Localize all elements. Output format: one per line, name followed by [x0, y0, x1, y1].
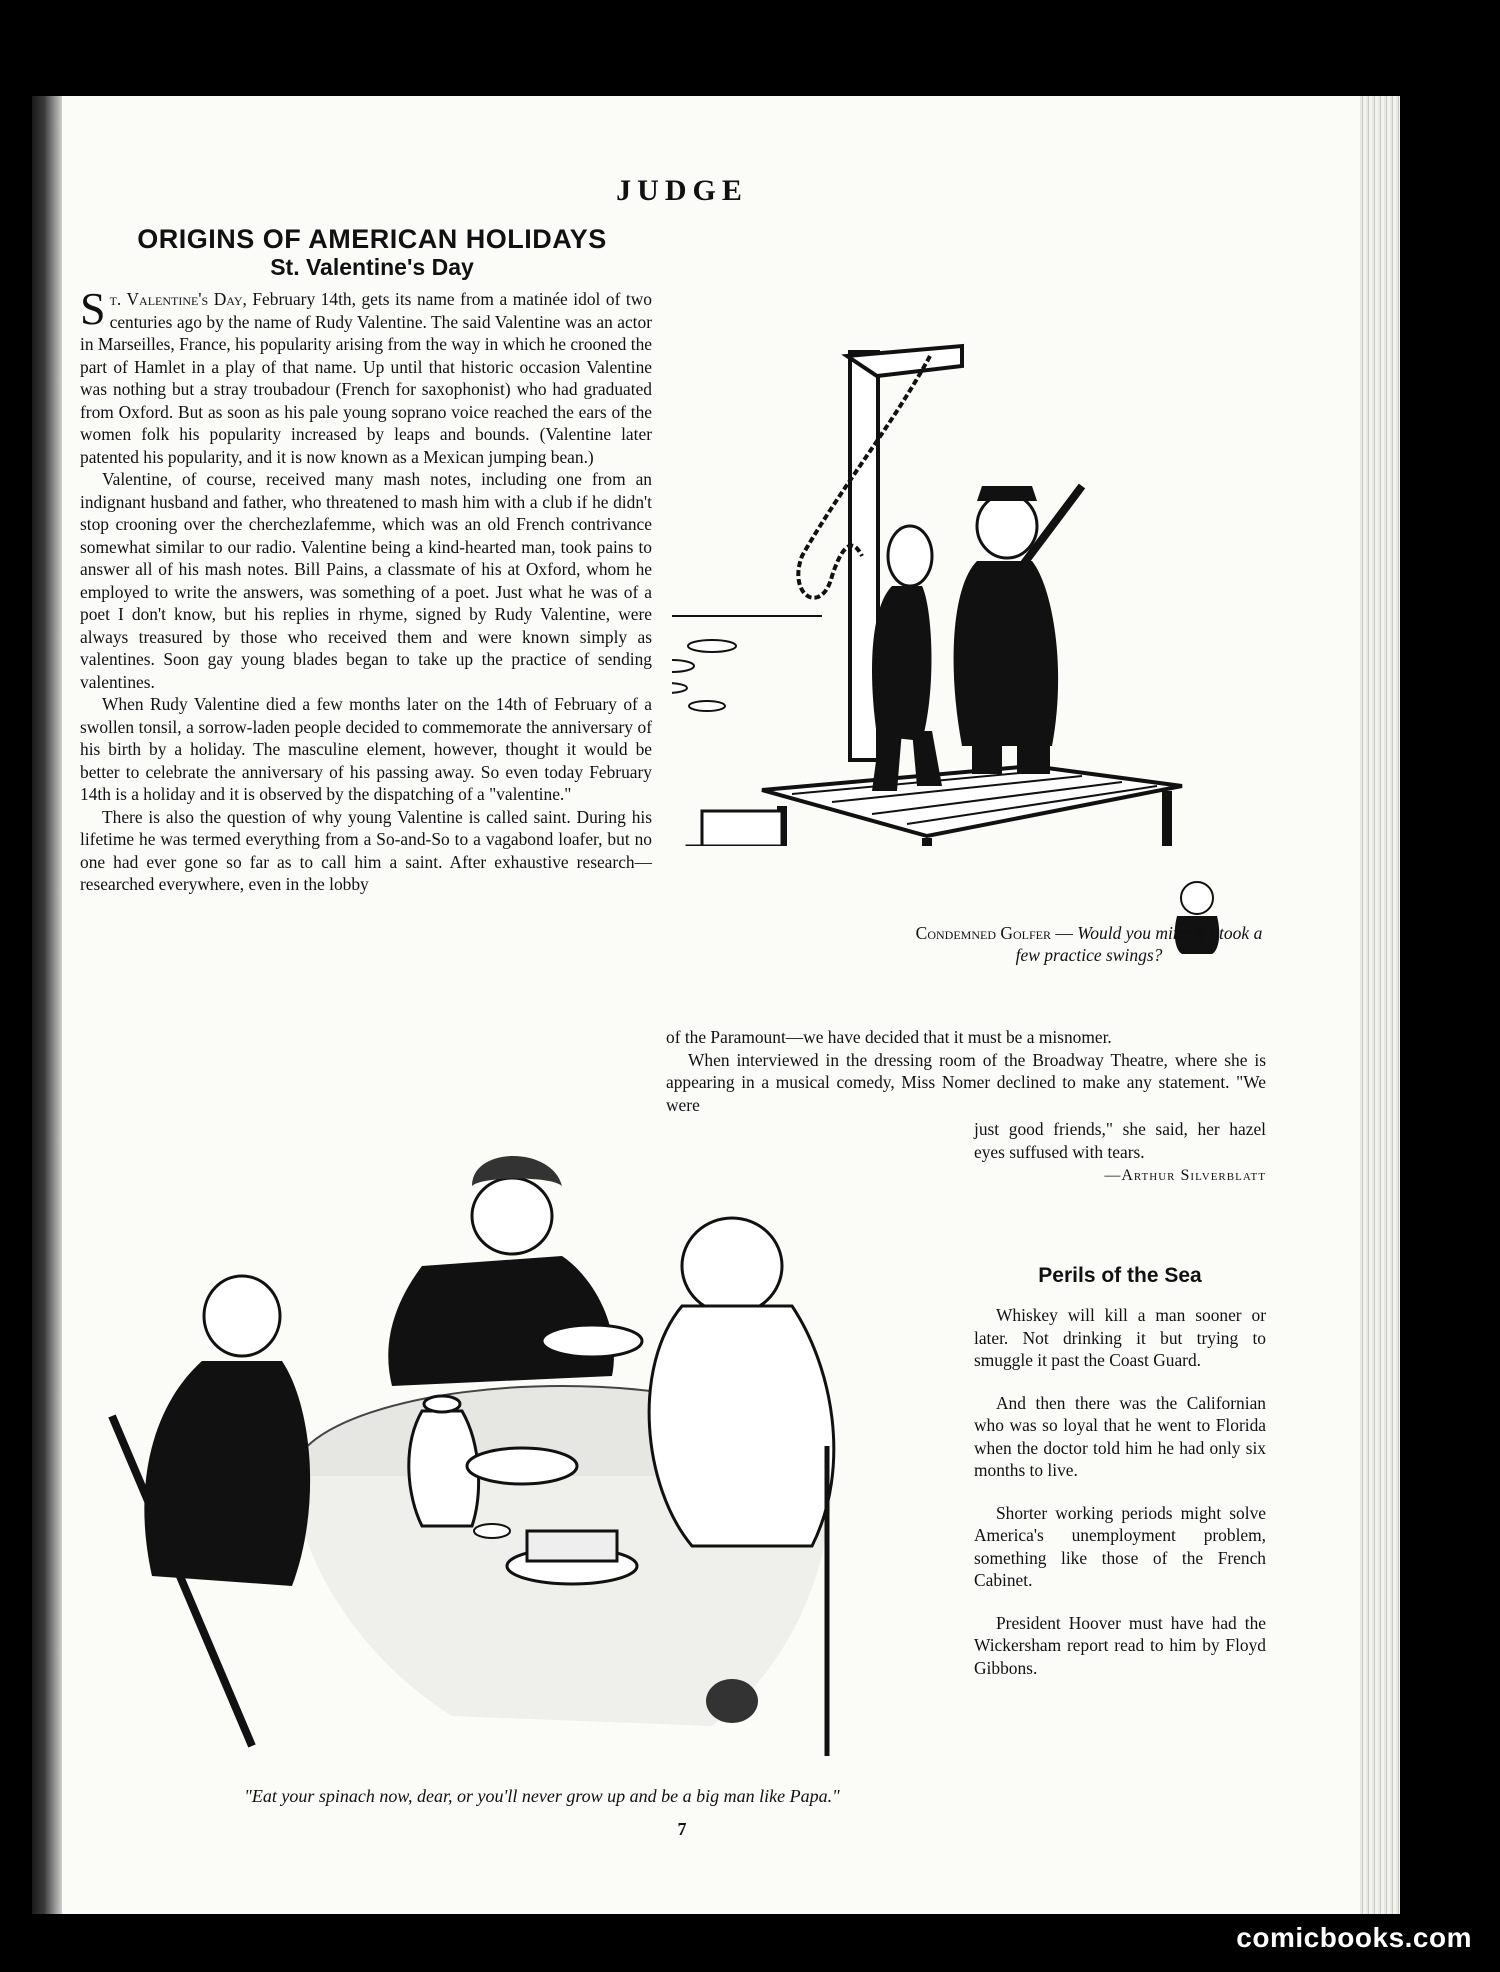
- sidebar-column: [974, 1304, 1266, 1699]
- byline: —Arthur Silverblatt: [1104, 1167, 1266, 1184]
- article-paragraph: There is also the question of why young Valentine is called saint. During his lifetime he was termed everything from a So-and-So to a vagabond loafer, but no one had ever gone so far as to call him a saint. After exhaustive research—researched everywhere, even in the lobby: [80, 806, 652, 894]
- lead-in: t. Valentine's Day,: [109, 289, 247, 309]
- book-spine: [32, 96, 62, 1914]
- caption-lead: Condemned Golfer —: [915, 923, 1073, 943]
- article-column-left: [80, 283, 652, 896]
- masthead: JUDGE: [616, 174, 748, 207]
- article-paragraph: just good friends," she said, her hazel eyes suffused with tears.: [974, 1119, 1266, 1162]
- article-paragraph: [80, 283, 652, 468]
- dinner-cartoon: [92, 1146, 952, 1766]
- sidebar-item: Shorter working periods might solve America's unemployment problem, something like those of the French Cabinet.: [974, 1502, 1266, 1590]
- sidebar-heading: Perils of the Sea: [1038, 1264, 1202, 1287]
- article-paragraph: Valentine, of course, received many mash notes, including one from an indignant husband and father, who threatened to mash him with a club if he didn't stop crooning over the cherchezlafemme, which was an old French contrivance somewhat similar to our radio. Valentine being a kind-hearted man, took pains to answer all of his mash notes. Bill Pains, a classmate of his at Oxford, whom he employed to write the answers, was something of a poet. Just what he was of a poet I don't know, but his replies in rhyme, signed by Rudy Valentine, were always treasured by those who received them and were known simply as valentines. Soon gay young blades began to take up the practice of sending valentines.: [80, 469, 652, 692]
- article-paragraph: When interviewed in the dressing room of the Broadway Theatre, where she is appearing in a musical comedy, Miss Nomer declined to make any statement. "We were: [666, 1049, 1266, 1115]
- caption-quote: Would you mind if I took a few practice swings?: [1015, 923, 1263, 965]
- article-title: ORIGINS OF AMERICAN HOLIDAYS: [137, 224, 607, 254]
- article-paragraph: of the Paramount—we have decided that it must be a misnomer.: [666, 1027, 1112, 1047]
- watermark: comicbooks.com: [1236, 1922, 1472, 1953]
- article-column-continuation: [974, 1118, 1266, 1188]
- drop-cap: S: [80, 283, 106, 334]
- paragraph-text: February 14th, gets its name from a matinée idol of two centuries ago by the name of Rudy Valentine. The said Valentine was an actor in Marseilles, France, his popularity arising from the way in which he crooned the part of Hamlet in a play of that name. Up until that historic occasion Valentine was nothing but a stray troubadour (French for saxophonist) who had graduated from Oxford. But as soon as his pale young soprano voice reached the ears of the women folk his popularity increased by leaps and bounds. (Valentine later patented his popularity, and it is now known as a Mexican jumping bean.): [80, 289, 652, 467]
- sidebar-item: Whiskey will kill a man sooner or later. Not drinking it but trying to smuggle it past the Coast Guard.: [974, 1305, 1266, 1370]
- magazine-page: [32, 96, 1400, 1914]
- page-edges: [1360, 96, 1400, 1914]
- top-cartoon-caption: [912, 922, 1266, 966]
- sidebar-item: And then there was the Californian who was so loyal that he went to Florida when the doctor told him he had only six months to live.: [974, 1392, 1266, 1480]
- bottom-cartoon-caption: "Eat your spinach now, dear, or you'll never grow up and be a big man like Papa.": [244, 1786, 840, 1806]
- article-subtitle: St. Valentine's Day: [270, 254, 474, 280]
- page-number: 7: [677, 1819, 687, 1839]
- sidebar-item: President Hoover must have had the Wickersham report read to him by Floyd Gibbons.: [974, 1612, 1266, 1678]
- article-column-mid: [666, 1026, 1266, 1116]
- gallows-cartoon: [672, 226, 1232, 846]
- article-paragraph: When Rudy Valentine died a few months later on the 14th of February of a swollen tonsil, a sorrow-laden people decided to commemorate the anniversary of his birth by a holiday. The masculine element, however, thought it would be better to celebrate the anniversary of his passing away. So even today February 14th is a holiday and it is observed by the dispatching of a "valentine.": [80, 694, 652, 804]
